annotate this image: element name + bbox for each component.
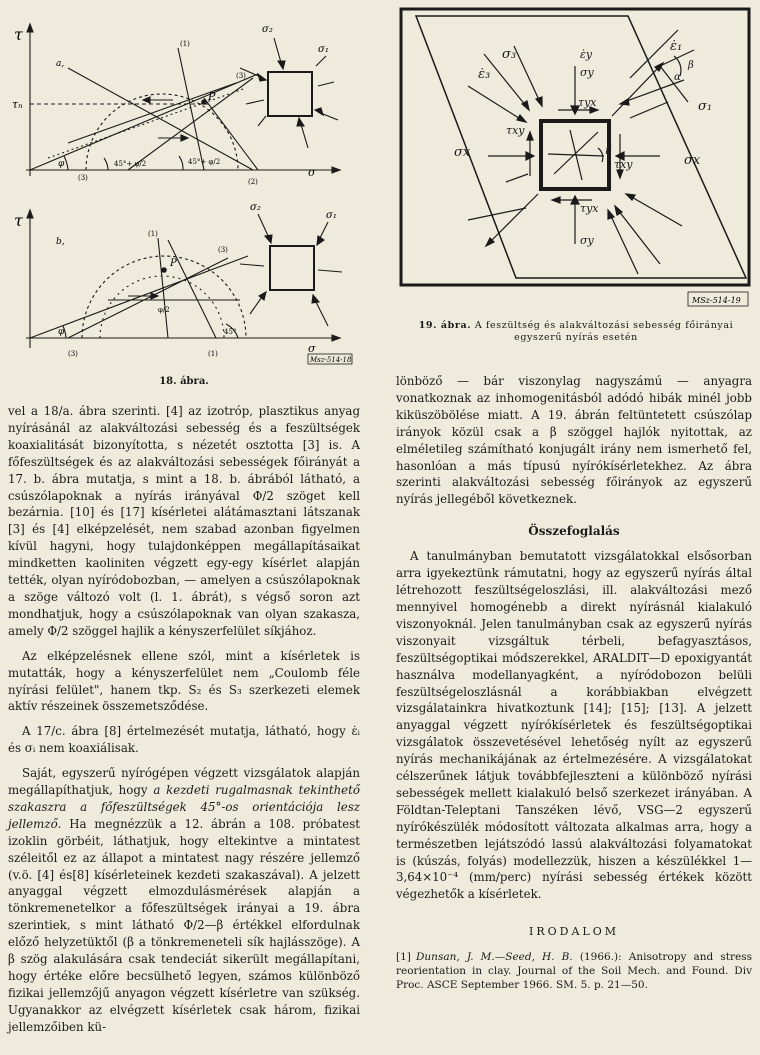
fig19-beta-center: β <box>606 144 612 155</box>
reference-1-details: (1966.): Anisotropy and stress reorientation in clay. Journal of the Soil Mech. and Found. Div Proc. ASCE September 1966. SM. 5. p. 21—50. <box>396 951 752 992</box>
fig18b-label-3: (3) <box>218 246 228 254</box>
left-paragraph-2: Az elképzelésnek ellene szól, mint a kísérletek is mutatták, hogy a kényszerfelület nem „Coulomb féle nyírási felület", hanem tkp. S₂ és S₃ szerkezeti elemek aktív részeinek összemetsződése. <box>8 648 360 714</box>
fig18a-sigma-label: σ <box>308 166 316 179</box>
fig19-sig1: σ₁ <box>698 99 713 114</box>
figure-19 <box>398 6 752 314</box>
summary-heading: Összefoglalás <box>528 524 620 539</box>
fig19-sig-x-right: σx <box>684 153 701 168</box>
fig19-tau-xy-left: τxy <box>506 124 525 137</box>
figure-19-caption <box>400 320 752 344</box>
fig19-stamp: MSz-514-19 <box>692 296 741 305</box>
fig19-tau-yx-top: τyx <box>578 96 597 109</box>
left-paragraph-4 <box>8 765 360 1036</box>
figure-19-caption-text: A feszültség és alakváltozási sebesség főirányai egyszerű nyírás esetén <box>474 320 734 343</box>
fig18b-angle-1: φ/2 <box>158 306 170 314</box>
fig18b-label-1b: (1) <box>208 350 218 358</box>
fig18-panel-a-label: a, <box>56 59 65 69</box>
fig19-eps3: ε̇₃ <box>478 67 491 82</box>
figure-18 <box>8 8 360 368</box>
figure-19-caption-label: 19. ábra. <box>418 320 472 331</box>
fig18b-sigma1: σ₁ <box>326 210 337 221</box>
fig18a-label-3: (3) <box>236 72 246 80</box>
fig18a-label-2: (2) <box>248 178 258 186</box>
left-paragraph-4a: Saját, egyszerű nyírógépen végzett vizsgálatok alapján megállapíthatjuk, hogy <box>8 766 360 798</box>
fig18b-angle-2: 45° <box>224 328 237 336</box>
figure-18-caption: 18. ábra. <box>159 376 209 387</box>
fig18b-tau-label: τ <box>14 211 23 230</box>
summary-paragraph: A tanulmányban bemutatott vizsgálatokkal elsősorban arra igyekeztünk rámutatni, hogy az egyszerű nyírás által létrehozott feszültségeloszlási, ill. alakváltozási mező mennyivel homogénebb a direkt nyírásnál kialakuló viszonyoknál. Jelen tanulmányban csak az egyszerű nyírás viszonyait vizsgáltuk térbeli, befagyasztásos, feszültségoptikai módszerekkel, ARALDIT—D epoxigyantát használva modellanyagként, a nyíródobozon belüli feszültségeloszlásnál a korábbiakban elvégzett vizsgálatainkra hivatkoztunk [14]; [15]; [13]. A jelzett anyaggal végzett nyírókísérletek és feszültségoptikai vizsgálatok összevetésével lehetőség nyílt az egyszerű nyírás mechanikájának az értelmezésére. A vizsgálatokat célszerűnek látjuk továbbfejleszteni a különböző nyírási sebességek mellett kialakuló belső szerkezet irányában. A Földtan-Teleptani Tanszéken lévő, VSG—2 egyszerű nyírókészülék módosított változata alkalmas arra, hogy a természetben lejátszódó lassú alakváltozási folyamatokat is (kúszás, folyás) modellezzük, hiszen a készülékkel 1—3,64×10⁻⁴ (mm/perc) nyírási sebesség értékek között végezhetők a kísérletek. <box>396 549 752 902</box>
fig19-sig3: σ₃ <box>502 47 517 62</box>
fig18b-phi: φ <box>58 327 65 337</box>
fig18b-sigma-label: σ <box>308 342 316 355</box>
fig19-beta-top: β <box>688 60 694 71</box>
fig19-tau-yx-bottom: τyx <box>580 202 599 215</box>
fig19-eps1: ε̇₁ <box>670 39 683 54</box>
fig19-sig-x-left: σx <box>454 145 471 160</box>
fig18-panel-b-label: b, <box>56 237 65 247</box>
fig18-tau-n-label: τₙ <box>12 98 23 111</box>
fig18a-tau-label: τ <box>14 25 23 44</box>
left-paragraph-4-emphasis: a kezdeti rugalmasnak tekinthető szakaszra a főfeszültségek 45°-os orientációja lesz jellemző. <box>8 783 360 831</box>
right-paragraph-1: lönböző — bár viszonylag nagyszámú — anyagra vonatkoznak az inhomogenitásból adódó hibák minél jobb kiküszöbölése miatt. A 19. ábrán feltüntetett csúszólap irányok közül csak a β szöggel hajlók nyitottak, az elméletileg számítható konjugált irány nem ismerhető fel, hasonlóan a más típusú nyírókísérletekhez. Az ábra szerinti alakváltozási sebesség főirányok az egyszerű nyírás jellegéből következnek. <box>396 374 752 507</box>
fig18a-sigma2: σ₂ <box>262 24 273 35</box>
fig18a-angle-1: 45°+ φ/2 <box>114 160 147 168</box>
left-column-text <box>8 403 360 1044</box>
fig18b-label-1: (1) <box>148 230 158 238</box>
left-paragraph-3: A 17/c. ábra [8] értelmezését mutatja, látható, hogy ε̇ᵢ és σᵢ nem koaxiálisak. <box>8 724 360 756</box>
reference-1-number: [1] <box>396 951 411 964</box>
fig18a-angle-2: 45°+ φ/2 <box>188 158 221 166</box>
fig18-stamp: Msz-514-18 <box>310 356 352 364</box>
left-paragraph-4c: Ha megnézzük a 12. ábrán a 108. próbatest izoklin görbéit, láthatjuk, hogy eltekintve a mintatest széleitől ez az állapot a mintatest nagy részére jellemző (v.ö. [4] és[8] kísérleteinek kezdeti szakaszával). A jelzett anyaggal végzett elmozdulásmérések alapján a tönkremenetelkor a főfeszültségek irányai a 19. ábra szerintiek, s mint látható Φ/2—β értékkel elfordulnak előző helyzetüktől (β a tönkremeneteli sík hajlásszöge). A β szög alakulására csak tendeciát sikerült megállapítani, hogy értéke előre becsülhető legyen, számos különböző fizikai jellemzőjű anyagon végzett kísérletre van szükség. Ugyanakkor az elvégzett kísérletek csak három, fizikai jellemzőiben kü- <box>8 816 360 1034</box>
left-paragraph-1: vel a 18/a. ábra szerinti. [4] az izotróp, plasztikus anyag nyírásánál az alakváltozási sebesség és a feszültségek koaxialitását bizonyította, s nézetét osztotta [3] is. A főfeszültségek és az alakváltozási sebességek főirányát a 17. b. ábra mutatja, s mint a 18. b. ábrából látható, a csúszólapoknak a nyírás irányával Φ/2 szöget kell bezárnia. [10] és [17] kísérletei alátámasztani látszanak [3] és [4] elképzelését, nem szabad azonban figyelmen kívül hagyni, hogy tulajdonképpen megállapításaikat mindketten kaoliniten végzett egy-egy kísérlet alapján tették, olyan nyíródobozban, — amelyen a csúszólapoknak a szöge változó volt (l. 1. ábrát), s végső soron azt mondhatjuk, hogy a csúszólapoknak van olyan szakasza, amely Φ/2 szöggel hajlik a kényszerfelület síkjához. <box>8 404 360 638</box>
fig18a-sigma1: σ₁ <box>318 44 329 55</box>
fig18a-label-1: (1) <box>180 40 190 48</box>
fig19-sig-y-bottom: σy <box>580 234 594 247</box>
fig18b-point-p: P <box>170 258 177 269</box>
fig19-eps-y-top: ε̇y <box>580 48 593 61</box>
fig19-tau-xy-right: τxy <box>614 158 633 171</box>
reference-1 <box>396 950 752 992</box>
fig18a-label-3b: (3) <box>78 174 88 182</box>
fig19-sig-y-top: σy <box>580 66 594 79</box>
right-column-text <box>396 373 752 992</box>
fig18a-phi: φ <box>58 159 65 169</box>
fig18a-point-p: P <box>208 90 216 103</box>
fig18b-label-3b: (3) <box>68 350 78 358</box>
fig18b-sigma2: σ₂ <box>250 202 261 213</box>
fig19-alpha: α <box>674 72 681 83</box>
reference-1-authors: Dunsan, J. M.—Seed, H. B. <box>416 951 573 964</box>
references-heading: IRODALOM <box>529 925 619 939</box>
